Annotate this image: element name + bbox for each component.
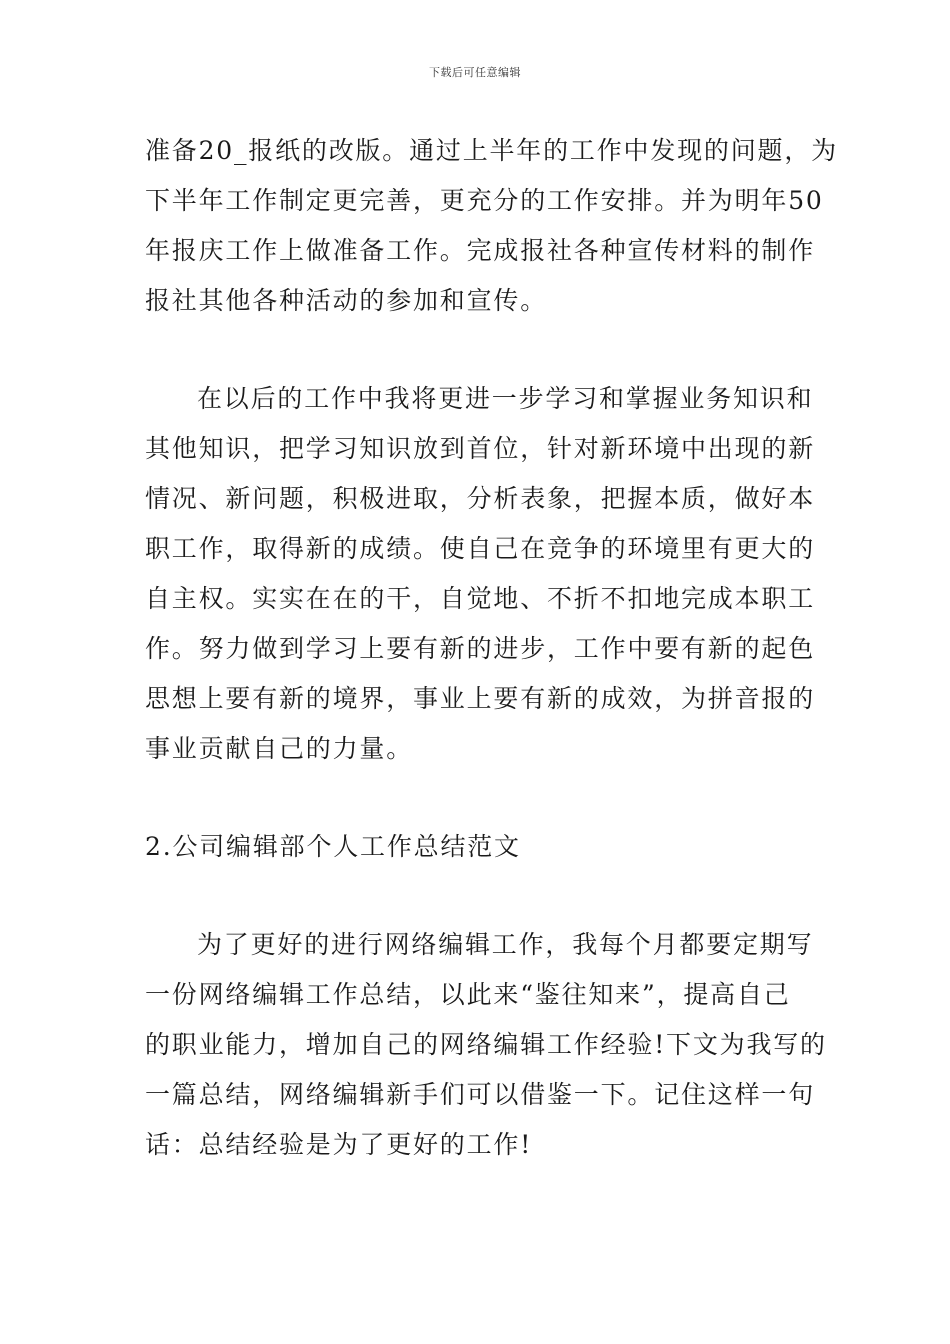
paragraph-1-line-2: 下半年工作制定更完善，更充分的工作安排。并为明年50 [145,186,824,215]
section-heading: 2.公司编辑部个人工作总结范文 [145,832,521,861]
paragraph-2-line-5: 自主权。实实在在的干，自觉地、不折不扣地完成本职工 [145,584,816,613]
paragraph-1-line-3: 年报庆工作上做准备工作。完成报社各种宣传材料的制作 [145,236,816,265]
paragraph-3-line-3: 的职业能力，增加自己的网络编辑工作经验!下文为我写的 [145,1030,827,1059]
paragraph-2-line-3: 情况、新问题，积极进取，分析表象，把握本质，做好本 [145,484,816,513]
paragraph-2-line-7: 思想上要有新的境界，事业上要有新的成效，为拼音报的 [145,684,816,713]
page-header: 下载后可任意编辑 [429,66,521,79]
paragraph-3-line-5: 话：总结经验是为了更好的工作! [145,1130,533,1159]
paragraph-2-line-8: 事业贡献自己的力量。 [145,734,414,763]
paragraph-1-line-1: 准备20_报纸的改版。通过上半年的工作中发现的问题，为 [145,136,838,165]
paragraph-3-line-2: 一份网络编辑工作总结，以此来“鉴往知来”，提高自己 [145,980,791,1009]
paragraph-2-line-4: 职工作，取得新的成绩。使自己在竞争的环境里有更大的 [145,534,816,563]
paragraph-2-line-1: 在以后的工作中我将更进一步学习和掌握业务知识和 [197,384,814,413]
paragraph-3-line-4: 一篇总结，网络编辑新手们可以借鉴一下。记住这样一句 [145,1080,816,1109]
paragraph-1-line-4: 报社其他各种活动的参加和宣传。 [145,286,548,315]
paragraph-3-line-1: 为了更好的进行网络编辑工作，我每个月都要定期写 [197,930,814,959]
paragraph-2-line-2: 其他知识，把学习知识放到首位，针对新环境中出现的新 [145,434,816,463]
paragraph-2-line-6: 作。努力做到学习上要有新的进步，工作中要有新的起色 [145,634,816,663]
